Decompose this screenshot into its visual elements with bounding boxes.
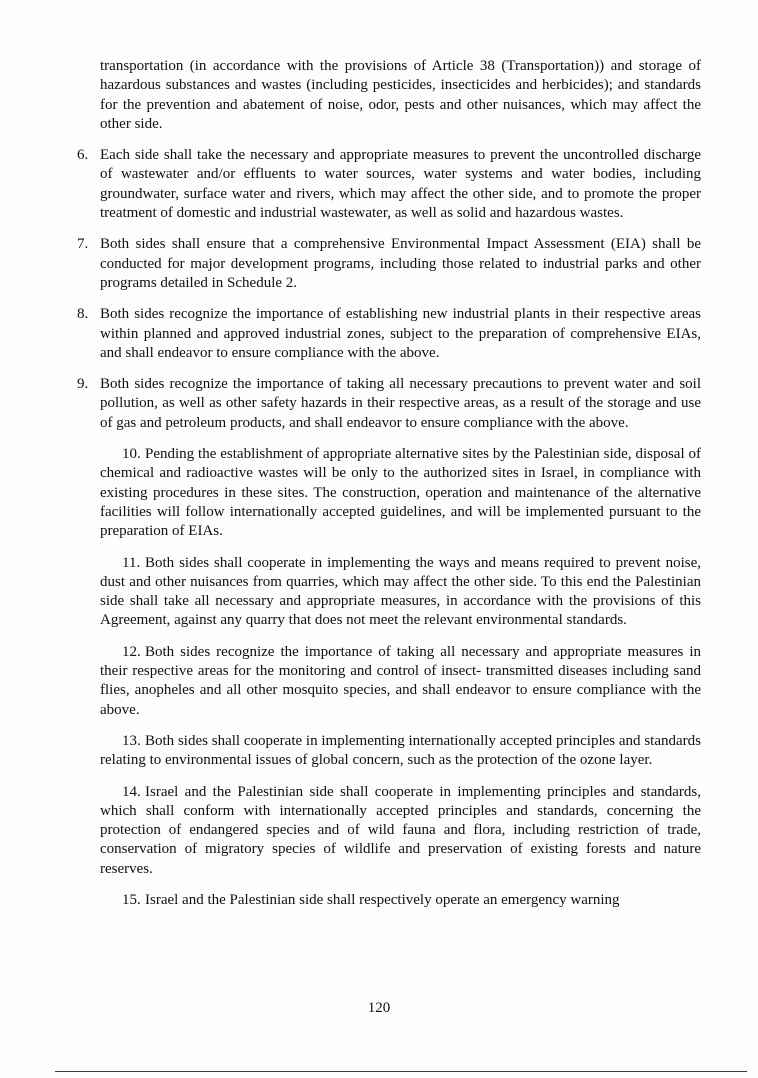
document-body	[77, 57, 701, 910]
list-item-15	[77, 891, 701, 910]
item-number: 10.	[122, 446, 141, 463]
list-item-7	[77, 235, 701, 293]
item-text: Each side shall take the necessary and appropriate measures to prevent the uncontrolled discharge of wastewater and/or effluents to water sources, water systems and water bodies, including groundwater, surface water and rivers, which may affect the other side, and to promote the proper treatment of domestic and industrial wastewater, as well as solid and hazardous wastes.	[100, 147, 701, 222]
item-number: 15.	[122, 891, 141, 908]
list-item-12	[77, 643, 701, 720]
item-text: Israel and the Palestinian side shall cooperate in implementing principles and standards, which shall conform with internationally accepted principles and standards, concerning the protection of endangered species and of wild fauna and flora, including restriction of trade, conservation of migratory species of wildlife and preservation of existing forests and nature reserves.	[100, 783, 701, 877]
item-text: Pending the establishment of appropriate alternative sites by the Palestinian side, disposal of chemical and radioactive wastes will be only to the authorized sites in Israel, in compliance with existing procedures in these sites. The construction, operation and maintenance of the alternative facilities will follow internationally accepted guidelines, and will be implemented pursuant to the preparation of EIAs.	[100, 446, 701, 540]
item-number: 6.	[77, 147, 89, 164]
continuation-paragraph: transportation (in accordance with the provisions of Article 38 (Transportation)) and storage of hazardous substances and wastes (including pesticides, insecticides and herbicides); and standards for the prevention and abatement of noise, odor, pests and other nuisances, which may affect the other side.	[100, 58, 701, 132]
item-text: Both sides recognize the importance of establishing new industrial plants in their respective areas within planned and approved industrial zones, subject to the preparation of comprehensive EIAs, and shall endeavor to ensure compliance with the above.	[100, 306, 701, 361]
item-number: 11.	[122, 554, 141, 571]
list-item-9	[77, 375, 701, 433]
list-item-8	[77, 305, 701, 363]
list-item-11	[77, 554, 701, 631]
item-number: 12.	[122, 643, 141, 660]
item-text: Both sides shall cooperate in implementing internationally accepted principles and standards relating to environmental issues of global concern, such as the protection of the ozone layer.	[100, 732, 701, 769]
item-text: Both sides recognize the importance of taking all necessary precautions to prevent water and soil pollution, as well as other safety hazards in their respective areas, as a result of the storage and use of gas and petroleum products, and shall endeavor to ensure compliance with the above.	[100, 376, 701, 431]
item-text: Both sides shall ensure that a comprehensive Environmental Impact Assessment (EIA) shall be conducted for major development programs, including those related to industrial parks and other programs detailed in Schedule 2.	[100, 236, 701, 291]
item-number: 14.	[122, 783, 141, 800]
item-text: Both sides shall cooperate in implementing the ways and means required to prevent noise, dust and other nuisances from quarries, which may affect the other side. To this end the Palestinian side shall take all necessary and appropriate measures, in accordance with the provisions of this Agreement, against any quarry that does not meet the relevant environmental standards.	[100, 554, 701, 629]
item-number: 8.	[77, 306, 89, 323]
item-number: 7.	[77, 236, 89, 253]
item-number: 9.	[77, 376, 89, 393]
item-text: Israel and the Palestinian side shall respectively operate an emergency warning	[145, 891, 620, 908]
page-number: 120	[367, 1000, 391, 1016]
item-text: Both sides recognize the importance of taking all necessary and appropriate measures in their respective areas for the monitoring and control of insect- transmitted diseases including sand flies, anopheles and all other mosquito species, and shall endeavor to ensure compliance with the above.	[100, 643, 701, 718]
item-number: 13.	[122, 732, 141, 749]
scan-artifact-line	[55, 1071, 747, 1072]
list-item-10	[77, 445, 701, 541]
list-item-13	[77, 732, 701, 771]
list-item-6	[77, 146, 701, 223]
list-item-14	[77, 783, 701, 879]
